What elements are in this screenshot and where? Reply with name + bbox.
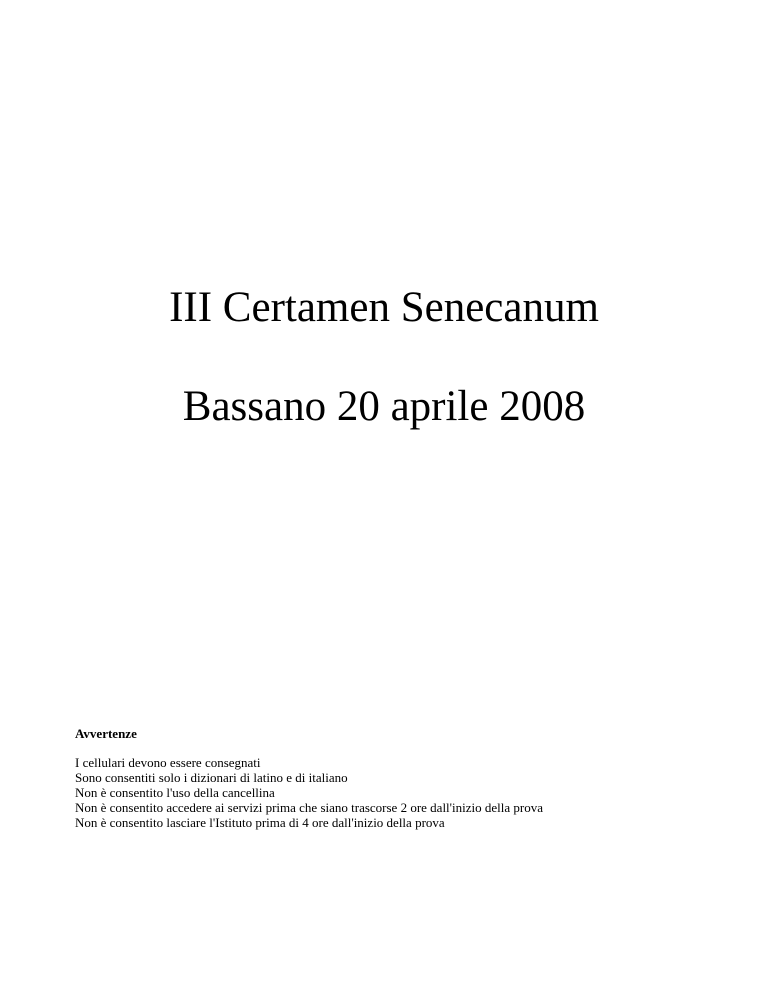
document-title: III Certamen Senecanum — [169, 284, 599, 331]
notice-list — [75, 755, 715, 830]
notice-item: Non è consentito accedere ai servizi prima che siano trascorse 2 ore dall'inizio della prova — [75, 800, 543, 815]
document-subtitle-date: Bassano 20 aprile 2008 — [182, 383, 586, 430]
notice-item: Sono consentiti solo i dizionari di latino e di italiano — [75, 770, 348, 785]
notice-heading: Avvertenze — [75, 726, 137, 741]
notice-item: I cellulari devono essere consegnati — [75, 755, 261, 770]
notice-item: Non è consentito l'uso della cancellina — [75, 785, 275, 800]
notice-item: Non è consentito lasciare l'Istituto prima di 4 ore dall'inizio della prova — [75, 815, 445, 830]
notice-section — [75, 726, 715, 830]
